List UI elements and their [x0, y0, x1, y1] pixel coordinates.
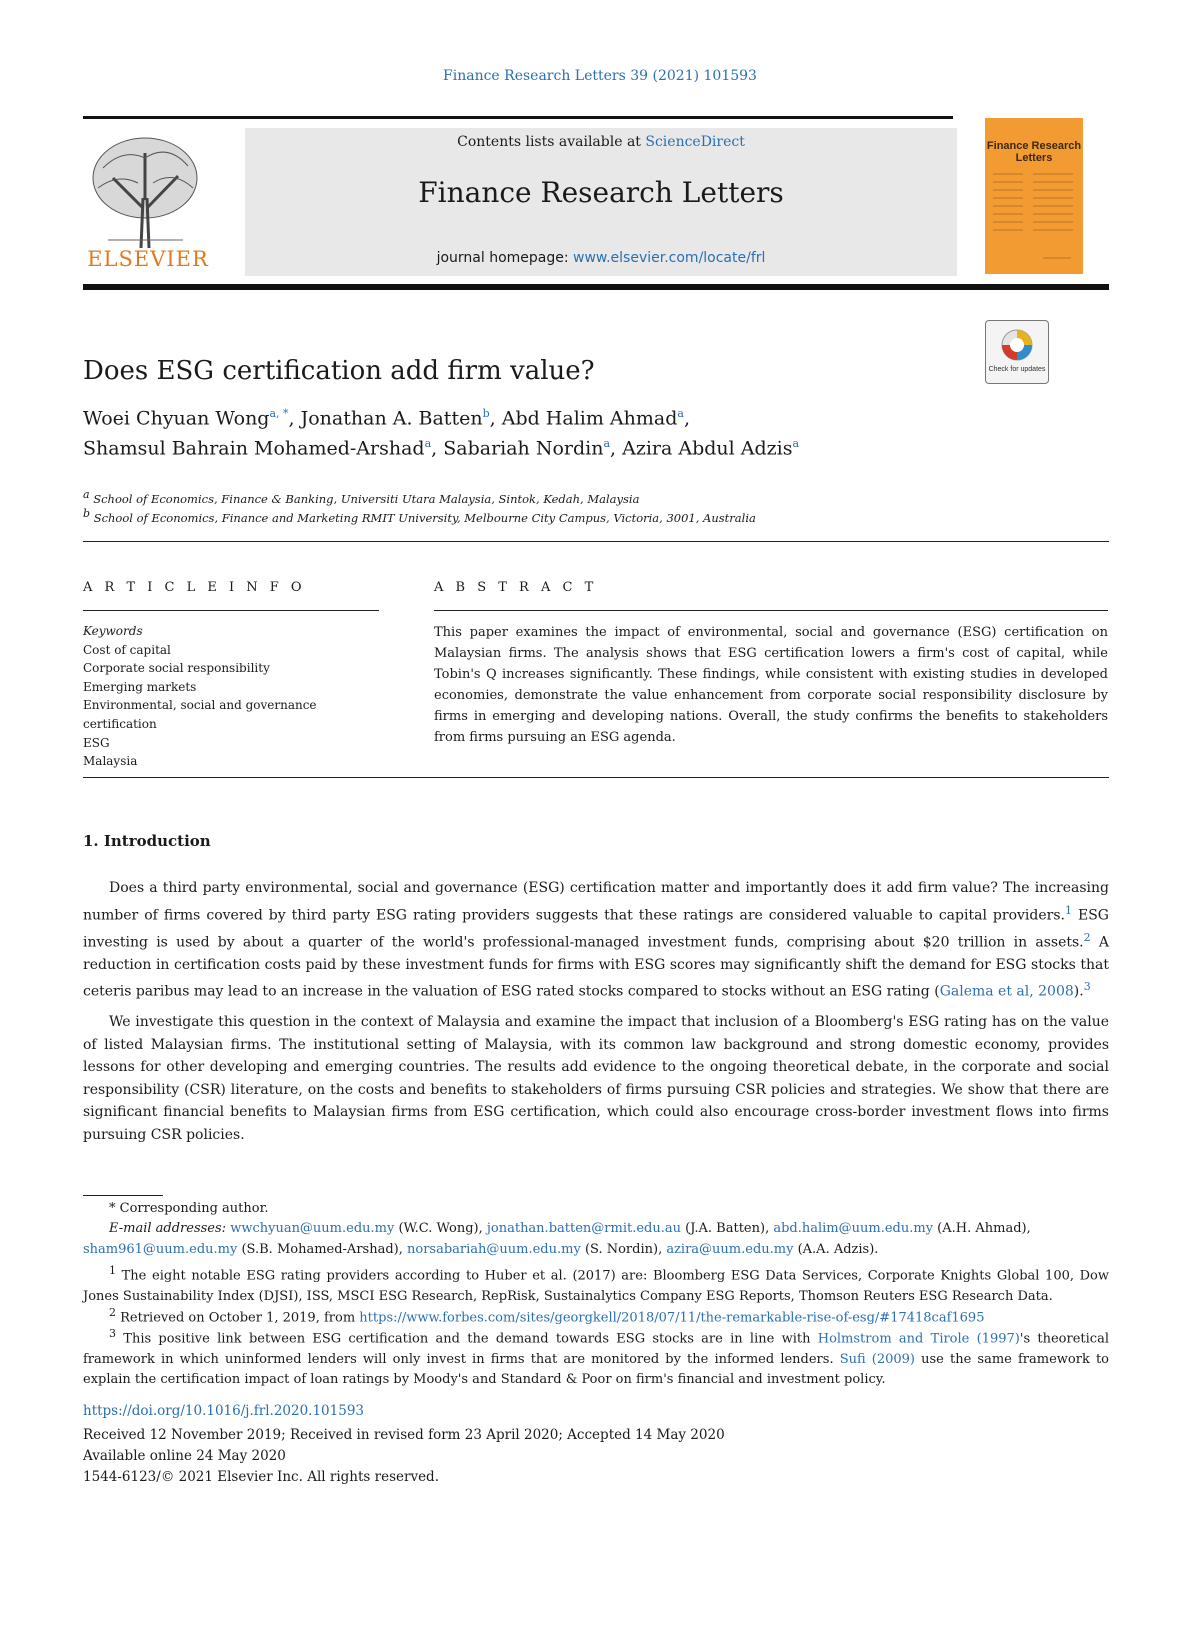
journal-cover-thumbnail[interactable] — [985, 118, 1083, 274]
header-top-rule — [83, 116, 953, 119]
abstract-text: This paper examines the impact of environmental, social and governance (ESG) certification on Malaysian firms. The analysis shows that ESG certification lowers a firm's cost of capital, while Tobin's Q increases significantly. These findings, while consistent with existing studies in developed economies, demonstrate the value enhancement from corporate social responsibility disclosure by firms in emerging and developing nations. Overall, the study confirms the benefits to stakeholders from firms pursuing an ESG agenda. — [434, 625, 1108, 745]
abstract-heading: A B S T R A C T — [434, 580, 598, 595]
contents-line — [245, 134, 957, 150]
affiliation-b — [83, 507, 756, 525]
email-owner: (J.A. Batten), — [680, 1221, 774, 1236]
keyword-item: certification — [83, 716, 157, 731]
author-affil-mark[interactable]: a — [677, 407, 684, 420]
email-owner: (S. Nordin), — [580, 1242, 667, 1257]
keywords-block — [83, 622, 317, 771]
front-matter-rule — [83, 541, 1109, 542]
footnote-text: The eight notable ESG rating providers according to Huber et al. (2017) are: Bloomberg ESG Data Services, Corporate Knights Global 100, Dow Jones Sustainability Index (DJSI), ISS, MSCI ESG Research, RepRisk, Sustainalytics Company ESG Reports, Thomson Reuters ESG Research Data. — [83, 1268, 1110, 1304]
keyword-item: ESG — [83, 735, 110, 750]
keyword-item: Emerging markets — [83, 679, 197, 694]
footnote-text: This positive link between ESG certification and the demand towards ESG stocks are in line with — [123, 1331, 818, 1347]
email-label: E-mail addresses: — [109, 1221, 227, 1236]
author-separator: , — [431, 437, 444, 460]
sciencedirect-link[interactable]: ScienceDirect — [645, 134, 745, 150]
affiliation-key: a — [83, 488, 90, 501]
available-online: Available online 24 May 2020 — [83, 1448, 286, 1464]
author-affil-mark[interactable]: b — [482, 407, 490, 420]
paragraph-text: A reduction in certification costs paid by these investment funds for firms with ESG scores may significantly shift the demand for ESG stocks that ceteris paribus may lead to an increase in the valuation of ESG rated stocks compared to stocks without an ESG rating ( — [83, 934, 1109, 1000]
affiliation-key: b — [83, 507, 91, 520]
crossmark-icon — [986, 321, 1048, 383]
affiliation-text: School of Economics, Finance and Marketing RMIT University, Melbourne City Campus, Victoria, 3001, Australia — [93, 510, 756, 525]
footnote-text: Corresponding author. — [119, 1201, 269, 1216]
footnote-ref-3[interactable]: 3 — [1083, 980, 1091, 994]
crossmark-label: Check for updates — [988, 366, 1046, 373]
check-for-updates-button[interactable] — [985, 320, 1049, 384]
footnote-3 — [83, 1324, 1109, 1391]
email-addresses-continued — [83, 1240, 1109, 1261]
copyright-line: 1544-6123/© 2021 Elsevier Inc. All rights reserved. — [83, 1469, 439, 1485]
email-link[interactable]: norsabariah@uum.edu.my — [407, 1242, 581, 1257]
intro-paragraph-2: We investigate this question in the context of Malaysia and examine the impact that inclusion of a Bloomberg's ESG rating has on the value of listed Malaysian firms. The institutional setting of Malaysia, with its common law background and strong domestic economy, provides lessons for other developing and emerging countries. The results add evidence to the ongoing theoretical debate, in the corporate and social responsibility (CSR) literature, on the costs and benefits to stakeholders of firms pursuing CSR policies and strategies. We show that there are significant financial benefits to Malaysian firms from ESG certification, which could also encourage cross-border investment flows into firms pursuing CSR policies. — [83, 1014, 1109, 1143]
author-separator: , — [610, 437, 623, 460]
email-owner: (A.H. Ahmad), — [933, 1221, 1031, 1236]
keywords-label: Keywords — [83, 624, 143, 638]
author-affil-mark[interactable]: a, * — [269, 407, 289, 420]
author-separator: , — [489, 407, 502, 430]
header-bottom-rule — [83, 284, 1109, 290]
keyword-item: Corporate social responsibility — [83, 661, 270, 676]
doi-link[interactable]: https://doi.org/10.1016/j.frl.2020.101593 — [83, 1403, 365, 1419]
received-dates: Received 12 November 2019; Received in revised form 23 April 2020; Accepted 14 May 2020 — [83, 1427, 725, 1443]
author-separator: , — [683, 407, 690, 430]
footnote-mark: 2 — [109, 1306, 116, 1319]
paragraph-text: Does a third party environmental, social and governance (ESG) certification matter and importantly does it add firm value? The increasing number of firms covered by third party ESG rating providers suggests that these ratings are considered valuable to capital providers. — [83, 880, 1109, 924]
abstract-bottom-rule — [83, 777, 1109, 778]
paragraph-text: ). — [1073, 983, 1084, 1000]
email-link[interactable]: jonathan.batten@rmit.edu.au — [486, 1221, 681, 1236]
footnote-ref-1[interactable]: 1 — [1064, 903, 1072, 917]
email-owner: (S.B. Mohamed-Arshad), — [237, 1242, 407, 1257]
footnote-text: 's theoretical framework in which uninformed lenders will only invest in firms that are monitored by the informed lenders. — [83, 1331, 1109, 1367]
email-owner: (W.C. Wong), — [394, 1221, 487, 1236]
elsevier-logo — [83, 128, 213, 276]
author-name[interactable]: Woei Chyuan Wong — [83, 407, 270, 430]
journal-citation[interactable]: Finance Research Letters 39 (2021) 101593 — [443, 68, 757, 84]
author-affil-mark[interactable]: a — [424, 437, 432, 450]
authors-line-1 — [83, 407, 690, 429]
email-link[interactable]: sham961@uum.edu.my — [83, 1242, 238, 1257]
journal-title: Finance Research Letters — [418, 176, 784, 209]
email-link[interactable]: azira@uum.edu.my — [666, 1242, 794, 1257]
forbes-link[interactable]: https://www.forbes.com/sites/georgkell/2018/07/11/the-remarkable-rise-of-esg/#17418caf1695 — [359, 1310, 985, 1326]
section-heading-introduction: 1. Introduction — [83, 832, 211, 850]
email-link[interactable]: abd.halim@uum.edu.my — [773, 1221, 934, 1236]
citation-link[interactable]: Holmstrom and Tirole (1997) — [817, 1331, 1020, 1347]
email-link[interactable]: wwchyuan@uum.edu.my — [230, 1221, 395, 1236]
affiliation-a — [83, 488, 639, 506]
article-info-rule — [83, 610, 379, 611]
homepage-line — [245, 250, 957, 266]
author-name[interactable]: Jonathan A. Batten — [300, 407, 483, 430]
author-name[interactable]: Abd Halim Ahmad — [501, 407, 678, 430]
citation-link[interactable]: Galema et al, 2008 — [939, 983, 1074, 1000]
journal-masthead — [245, 128, 957, 276]
homepage-link[interactable]: www.elsevier.com/locate/frl — [573, 250, 766, 266]
footnote-separator — [83, 1195, 163, 1196]
footnote-mark: * — [109, 1201, 116, 1216]
email-owner: (A.A. Adzis). — [793, 1242, 879, 1257]
keyword-item: Environmental, social and governance — [83, 698, 317, 713]
tree-icon — [83, 128, 213, 276]
cover-title: Finance Research Letters — [986, 140, 1082, 164]
elsevier-wordmark: ELSEVIER — [87, 247, 209, 271]
paragraph-text: ESG investing is used by about a quarter of the world's professional-managed investment funds, comprising about $20 trillion in assets. — [83, 907, 1109, 951]
author-name[interactable]: Shamsul Bahrain Mohamed-Arshad — [83, 437, 425, 460]
author-separator: , — [288, 407, 301, 430]
footnote-text: use the same framework to explain the certification impact of loan ratings by Moody's and Standard & Poor on firm's financial and investment policy. — [83, 1351, 1109, 1388]
author-affil-mark[interactable]: a — [603, 437, 611, 450]
author-name[interactable]: Azira Abdul Adzis — [622, 437, 793, 460]
footnote-1 — [83, 1261, 1109, 1307]
abstract-rule — [434, 610, 1108, 611]
footnote-mark: 3 — [109, 1327, 116, 1340]
intro-paragraph-1 — [83, 877, 1109, 1003]
author-affil-mark[interactable]: a — [792, 437, 800, 450]
contents-prefix: Contents lists available at — [457, 134, 646, 150]
article-info-heading: A R T I C L E I N F O — [83, 580, 306, 595]
corresponding-author-note — [83, 1199, 1109, 1220]
keyword-item: Malaysia — [83, 754, 138, 769]
footnote-ref-2[interactable]: 2 — [1083, 930, 1091, 944]
article-title: Does ESG certification add firm value? — [83, 356, 595, 386]
citation-link[interactable]: Sufi (2009) — [839, 1351, 916, 1367]
author-name[interactable]: Sabariah Nordin — [443, 437, 604, 460]
footnote-mark: 1 — [109, 1264, 116, 1277]
affiliation-text: School of Economics, Finance & Banking, Universiti Utara Malaysia, Sintok, Kedah, Malaysia — [93, 491, 640, 506]
footnote-text: Retrieved on October 1, 2019, from — [120, 1310, 360, 1326]
homepage-prefix: journal homepage: — [436, 250, 574, 266]
email-addresses — [83, 1219, 1109, 1240]
keyword-item: Cost of capital — [83, 642, 171, 657]
authors-line-2 — [83, 437, 799, 459]
cover-contents-lines — [993, 170, 1075, 265]
